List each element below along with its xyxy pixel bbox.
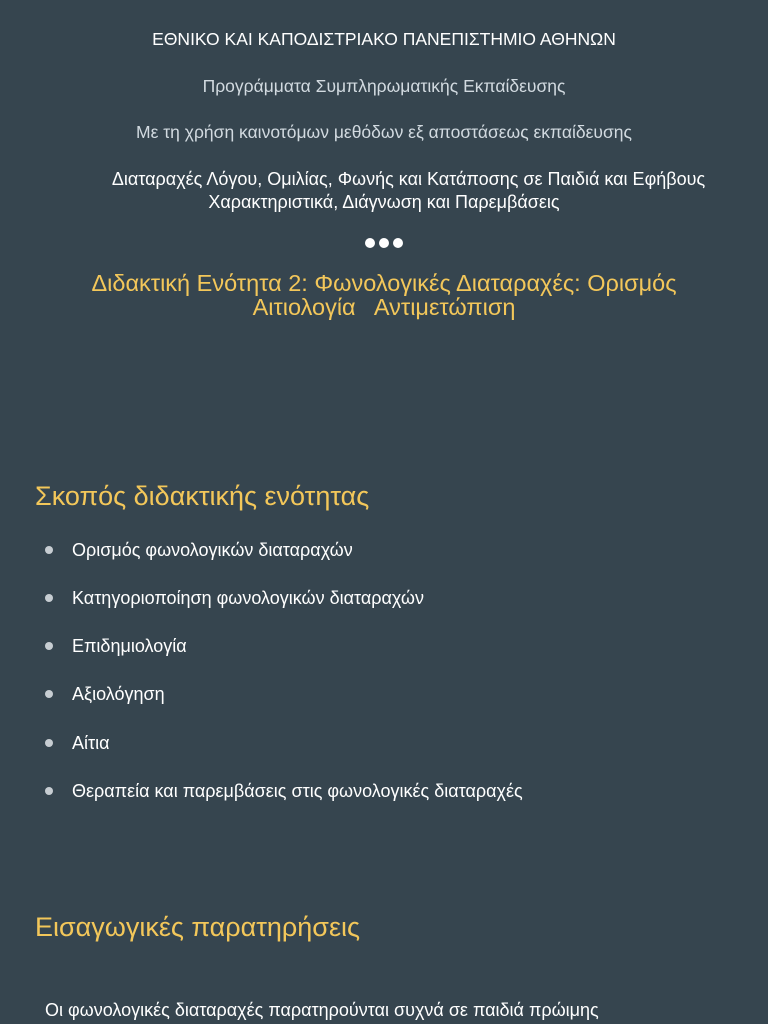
bullet-icon — [45, 594, 53, 602]
list-item — [45, 682, 165, 706]
bullet-icon — [45, 787, 53, 795]
bullet-icon — [45, 642, 53, 650]
program-title: Προγράμματα Συμπληρωματικής Εκπαίδευσης — [202, 76, 566, 96]
unit-title-line2: Αιτιολογία Αντιμετώπιση — [252, 294, 516, 320]
list-item — [45, 538, 353, 562]
course-title-line1: Διαταραχές Λόγου, Ομιλίας, Φωνής και Κατάποσης σε Παιδιά και Εφήβους — [111, 169, 706, 189]
list-item-text: Αίτια — [72, 732, 110, 753]
list-item-text: Αξιολόγηση — [72, 683, 165, 704]
list-item-text: Ορισμός φωνολογικών διαταραχών — [72, 539, 353, 560]
intro-paragraph: Οι φωνολογικές διαταραχές παρατηρούνται συχνά σε παιδιά πρώιμης — [45, 1000, 599, 1020]
intro-heading: Εισαγωγικές παρατηρήσεις — [35, 912, 361, 942]
list-item-text: Θεραπεία και παρεμβάσεις στις φωνολογικές διαταραχές — [72, 780, 523, 801]
bullet-icon — [45, 690, 53, 698]
university-title: ΕΘΝΙΚΟ ΚΑΙ ΚΑΠΟΔΙΣΤΡΙΑΚΟ ΠΑΝΕΠΙΣΤΗΜΙΟ ΑΘΗΝΩΝ — [152, 29, 616, 49]
list-item — [45, 586, 424, 610]
list-item-text: Κατηγοριοποίηση φωνολογικών διαταραχών — [72, 587, 424, 608]
method-subtitle: Με τη χρήση καινοτόμων μεθόδων εξ αποστάσεως εκπαίδευσης — [136, 122, 632, 142]
bullet-icon — [45, 739, 53, 747]
separator-dot — [393, 238, 403, 248]
course-title-line2: Χαρακτηριστικά, Διάγνωση και Παρεμβάσεις — [208, 192, 560, 212]
list-item — [45, 779, 523, 803]
separator-dot — [379, 238, 389, 248]
ellipsis-separator — [0, 238, 768, 248]
unit-title-line1: Διδακτική Ενότητα 2: Φωνολογικές Διαταραχές: Ορισμός — [91, 270, 677, 296]
bullet-icon — [45, 546, 53, 554]
list-item-text: Επιδημιολογία — [72, 635, 187, 656]
separator-dot — [365, 238, 375, 248]
objectives-heading: Σκοπός διδακτικής ενότητας — [35, 481, 370, 511]
list-item — [45, 731, 110, 755]
list-item — [45, 634, 187, 658]
